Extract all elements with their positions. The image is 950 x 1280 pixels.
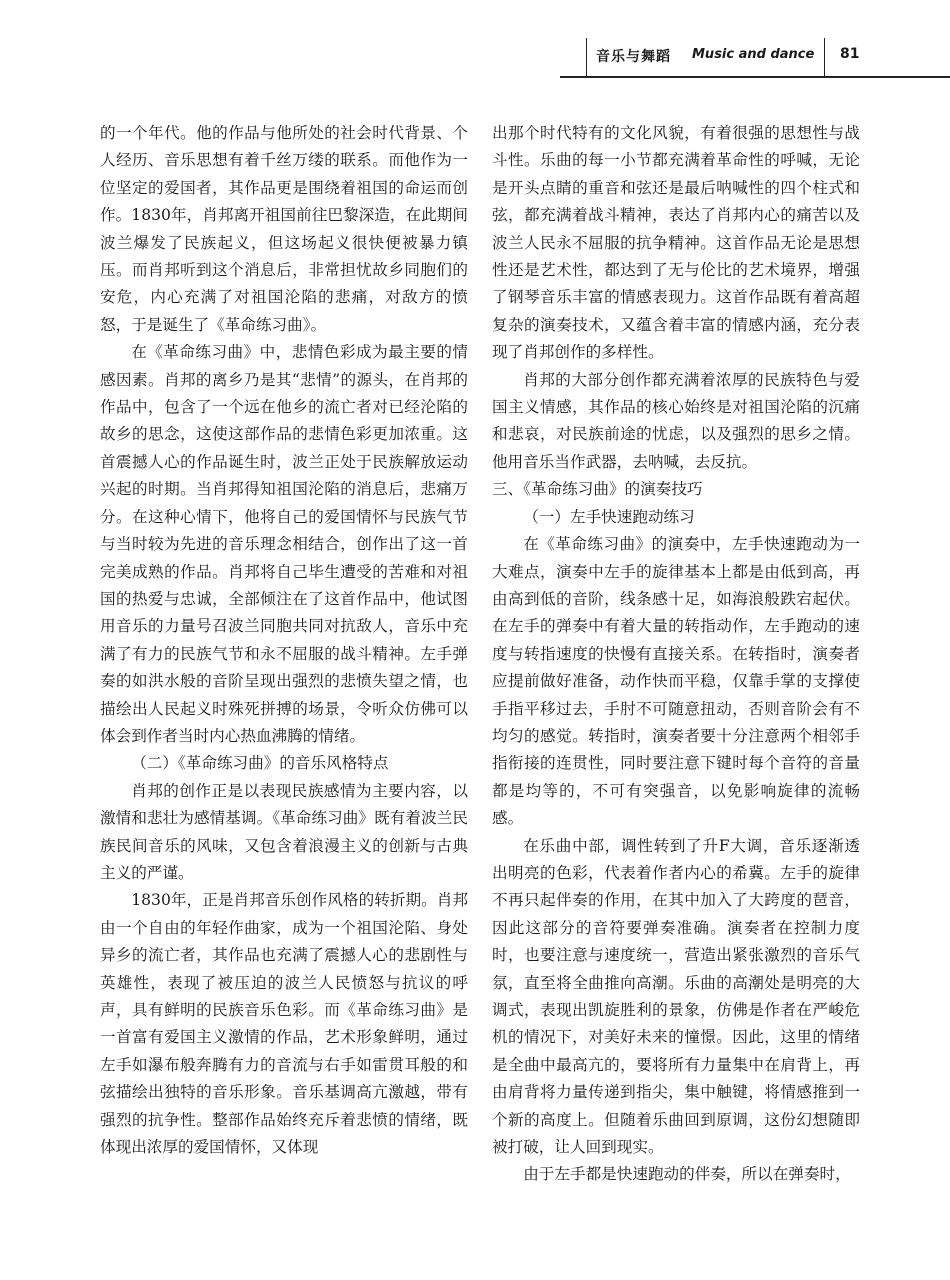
section-heading: 三、《革命练习曲》的演奏技巧	[492, 480, 703, 499]
subsection-heading: （二）《革命练习曲》的音乐风格特点	[131, 754, 389, 773]
section-title-cn: 音乐与舞蹈	[596, 49, 671, 65]
paragraph: 出那个时代特有的文化风貌，有着很强的思想性与战斗性。乐曲的每一小节都充满着革命性的呼喊，无论是开头点睛的重音和弦还是最后呐喊性的四个柱式和弦，都充满着战斗精神，表达了肖邦内心的痛苦以及波兰人民永不屈服的抗争精神。这首作品无论是思想性还是艺术性，都达到了无与伦比的艺术境界，增强了钢琴音乐丰富的情感表现力。这首作品既有着高超复杂的演奏技术，又蕴含着丰富的情感内涵，充分表现了肖邦创作的多样性。	[492, 124, 860, 362]
section-title-en: Music and dance	[692, 47, 815, 62]
paragraph: 肖邦的创作正是以表现民族感情为主要内容，以激情和悲壮为感情基调。《革命练习曲》既有着波兰民族民间音乐的风味，又包含着浪漫主义的创新与古典主义的严谨。	[100, 781, 468, 882]
subsection-heading: （一）左手快速跑动练习	[523, 507, 695, 526]
page-header	[0, 0, 950, 80]
paragraph: 在《革命练习曲》中，悲情色彩成为最主要的情感因素。肖邦的离乡乃是其“悲情”的源头，在肖邦的作品中，包含了一个远在他乡的流亡者对已经沦陷的故乡的思念，这使这部作品的悲情色彩更加浓重。这首震撼人心的作品诞生时，波兰正处于民族解放运动兴起的时期。当肖邦得知祖国沦陷的消息后，悲痛万分。在这种心情下，他将自己的爱国情怀与民族气节与当时较为先进的音乐理念相结合，创作出了这一首完美成熟的作品。肖邦将自己毕生遭受的苦难和对祖国的热爱与忠诚，全部倾注在了这首作品中，他试图用音乐的力量号召波兰同胞共同对抗敌人，音乐中充满了有力的民族气节和永不屈服的战斗精神。左手弹奏的如洪水般的音阶呈现出强烈的悲愤失望之情，也描绘出人民起义时殊死拼搏的场景，令听众仿佛可以体会到作者当时内心热血沸腾的情绪。	[100, 343, 468, 745]
header-divider	[586, 38, 587, 76]
page-number: 81	[840, 46, 860, 62]
paragraph: 肖邦的大部分创作都充满着浓厚的民族特色与爱国主义情感，其作品的核心始终是对祖国沦陷的沉痛和悲哀，对民族前途的忧虑，以及强烈的思乡之情。他用音乐当作武器，去呐喊，去反抗。	[492, 370, 860, 471]
paragraph: 在乐曲中部，调性转到了升F大调，音乐逐渐透出明亮的色彩，代表着作者内心的希冀。左手的旋律不再只起伴奏的作用，在其中加入了大跨度的琶音，因此这部分的音符要弹奏准确。演奏者在控制力度时，也要注意与速度统一，营造出紧张激烈的音乐气氛，直至将全曲推向高潮。乐曲的高潮处是明亮的大调式，表现出凯旋胜利的景象，仿佛是作者在严峻危机的情况下，对美好未来的憧憬。因此，这里的情绪是全曲中最高亢的，要将所有力量集中在肩背上，再由肩背将力量传递到指尖，集中触键，将情感推到一个新的高度上。但随着乐曲回到原调，这份幻想随即被打破，让人回到现实。	[492, 836, 860, 1157]
left-column	[100, 120, 468, 1161]
paragraph: 由于左手都是快速跑动的伴奏，所以在弹奏时，	[523, 1165, 851, 1184]
header-rule	[560, 76, 950, 78]
header-divider	[824, 38, 825, 76]
paragraph: 在《革命练习曲》的演奏中，左手快速跑动为一大难点，演奏中左手的旋律基本上都是由低到高，再由高到低的音阶，线条感十足，如海浪般跌宕起伏。在左手的弹奏中有着大量的转指动作，左手跑动的速度与转指速度的快慢有直接关系。在转指时，演奏者应提前做好准备，动作快而平稳，仅靠手掌的支撑使手指平移过去，手肘不可随意扭动，否则音阶会有不均匀的感觉。转指时，演奏者要十分注意两个相邻手指衔接的连贯性，同时要注意下键时每个音符的音量都是均等的，不可有突强音，以免影响旋律的流畅感。	[492, 535, 860, 828]
paragraph: 的一个年代。他的作品与他所处的社会时代背景、个人经历、音乐思想有着千丝万缕的联系。而他作为一位坚定的爱国者，其作品更是围绕着祖国的命运而创作。1830年，肖邦离开祖国前往巴黎深造，在此期间波兰爆发了民族起义，但这场起义很快便被暴力镇压。而肖邦听到这个消息后，非常担忧故乡同胞们的安危，内心充满了对祖国沦陷的悲痛，对敌方的愤怒，于是诞生了《革命练习曲》。	[100, 124, 468, 334]
right-column	[492, 120, 860, 1189]
paragraph: 1830年，正是肖邦音乐创作风格的转折期。肖邦由一个自由的年轻作曲家，成为一个祖国沦陷、身处异乡的流亡者，其作品也充满了震撼人心的悲剧性与英雄性，表现了被压迫的波兰人民愤怒与抗议的呼声，具有鲜明的民族音乐色彩。而《革命练习曲》是一首富有爱国主义激情的作品，艺术形象鲜明，通过左手如瀑布般奔腾有力的音流与右手如雷贯耳般的和弦描绘出独特的音乐形象。音乐基调高亢激越，带有强烈的抗争性。整部作品始终充斥着悲愤的情绪，既体现出浓厚的爱国情怀，又体现	[100, 891, 468, 1157]
